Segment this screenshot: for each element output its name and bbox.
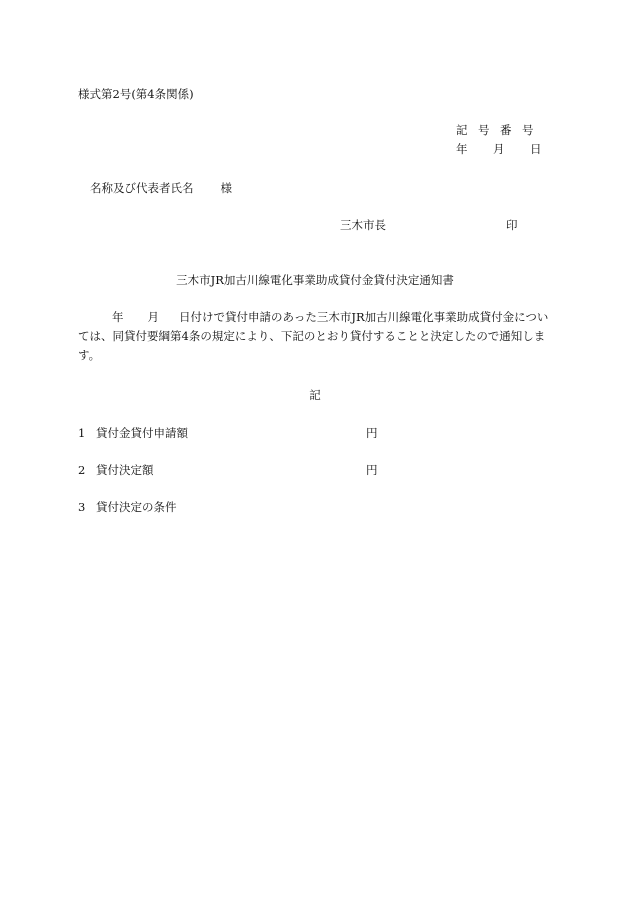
- body-month: 月: [147, 310, 159, 324]
- item-label: 貸付決定の条件: [96, 500, 177, 514]
- doc-number-char: 記: [456, 123, 468, 137]
- addressee: [90, 181, 232, 195]
- body-text: 日付けで貸付申請のあった三木市JR加古川線電化事業助成貸付金については、同貸付要綱第4条の規定により、下記のとおり貸付することと決定したので通知します。: [78, 310, 549, 362]
- doc-date-year: 年: [456, 142, 468, 156]
- document-title: 三木市JR加古川線電化事業助成貸付金貸付決定通知書: [176, 273, 454, 287]
- addressee-name: 名称及び代表者氏名: [90, 181, 194, 195]
- item-label: 貸付決定額: [96, 463, 154, 477]
- doc-date-day: 日: [530, 142, 542, 156]
- document-number: [456, 123, 544, 137]
- form-label: 様式第2号(第4条関係): [78, 87, 194, 101]
- item-unit: 円: [366, 426, 378, 440]
- item-label: 貸付金貸付申請額: [96, 426, 188, 440]
- item-unit: 円: [366, 463, 378, 477]
- doc-number-char: 号: [478, 123, 490, 137]
- item-number: 1: [78, 426, 86, 440]
- item-number: 2: [78, 463, 86, 477]
- body-year: 年: [112, 310, 124, 324]
- document-date: [456, 142, 567, 156]
- issuer-seal: 印: [506, 218, 518, 232]
- body-paragraph: [78, 308, 552, 365]
- doc-number-char: 番: [500, 123, 512, 137]
- addressee-honorific: 様: [220, 181, 232, 195]
- ki-heading: 記: [309, 388, 321, 402]
- list-item: [78, 500, 177, 514]
- item-number: 3: [78, 500, 86, 514]
- issuer-name: 三木市長: [340, 218, 386, 232]
- list-item: [78, 426, 188, 440]
- list-item: [78, 463, 154, 477]
- issuer: [340, 218, 518, 232]
- doc-number-char: 号: [522, 123, 534, 137]
- doc-date-month: 月: [493, 142, 505, 156]
